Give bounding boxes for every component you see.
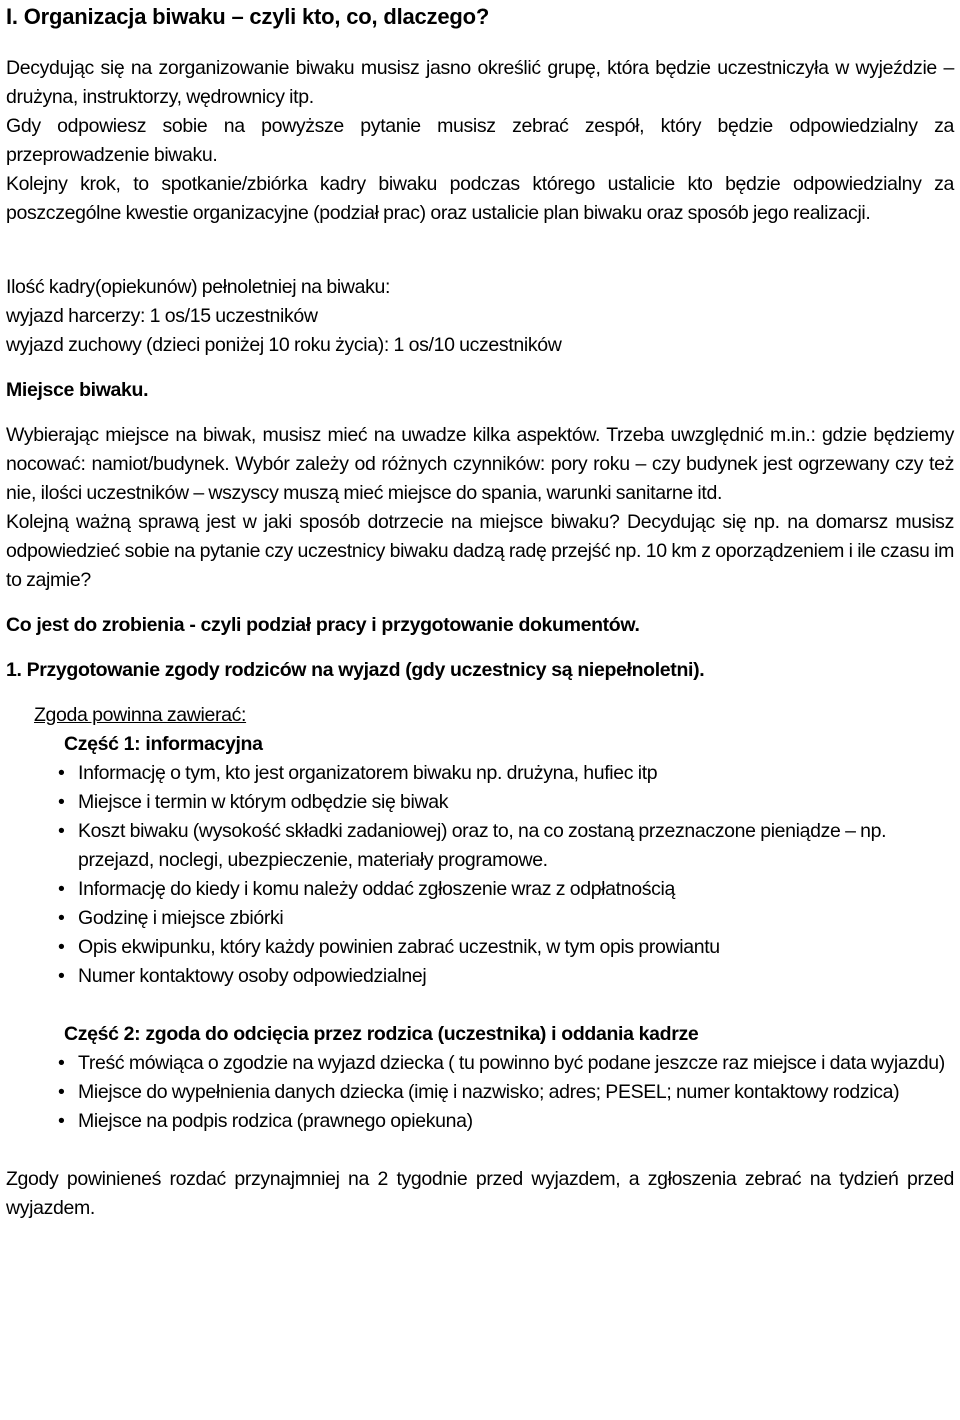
- list-item: • Miejsce do wypełnienia danych dziecka (imię i nazwisko; adres; PESEL; numer kontaktowy rodzica): [78, 1078, 954, 1107]
- list-item: • Opis ekwipunku, który każdy powinien zabrać uczestnik, w tym opis prowiantu: [78, 933, 954, 962]
- spacer: [6, 1136, 954, 1165]
- list-item: • Informację o tym, kto jest organizatorem biwaku np. drużyna, hufiec itp: [78, 759, 954, 788]
- list-item: • Godzinę i miejsce zbiórki: [78, 904, 954, 933]
- list-item: • Miejsce na podpis rodzica (prawnego opiekuna): [78, 1107, 954, 1136]
- part-1-heading: Część 1: informacyjna: [64, 733, 263, 755]
- bullet-icon: •: [58, 1081, 65, 1103]
- spacer: [6, 991, 954, 1020]
- intro-paragraph-2: Gdy odpowiesz sobie na powyższe pytanie musisz zebrać zespół, który będzie odpowiedzialny za przeprowadzenie biwaku.: [6, 115, 954, 166]
- todo-heading: Co jest do zrobienia - czyli podział pracy i przygotowanie dokumentów.: [6, 614, 640, 636]
- bullet-icon: •: [58, 907, 65, 929]
- spacer: [6, 228, 954, 257]
- bullet-icon: •: [58, 762, 65, 784]
- spacer: [6, 405, 954, 421]
- bullet-icon: •: [58, 965, 65, 987]
- closing-paragraph: Zgody powinieneś rozdać przynajmniej na 2 tygodnie przed wyjazdem, a zgłoszenia zebrać na tydzień przed wyjazdem.: [6, 1168, 954, 1219]
- list-item: • Treść mówiąca o zgodzie na wyjazd dziecka ( tu powinno być podane jeszcze raz miejsce i data wyjazdu): [78, 1049, 954, 1078]
- spacer: [6, 640, 954, 656]
- bullet-icon: •: [58, 1110, 65, 1132]
- consent-label: Zgoda powinna zawierać:: [34, 704, 247, 726]
- staff-label: Ilość kadry(opiekunów) pełnoletniej na biwaku:: [6, 276, 391, 298]
- place-heading: Miejsce biwaku.: [6, 379, 149, 401]
- staff-list: [6, 302, 954, 360]
- list-item: • Numer kontaktowy osoby odpowiedzialnej: [78, 962, 954, 991]
- bullet-icon: •: [58, 1052, 65, 1074]
- bullet-icon: •: [58, 936, 65, 958]
- spacer: [6, 685, 954, 701]
- document-title: I. Organizacja biwaku – czyli kto, co, dlaczego?: [6, 4, 490, 29]
- spacer: [6, 257, 954, 273]
- step-1-heading: 1. Przygotowanie zgody rodziców na wyjazd (gdy uczestnicy są niepełnoletni).: [6, 659, 705, 681]
- list-item: • Miejsce i termin w którym odbędzie się biwak: [78, 788, 954, 817]
- intro-paragraph-3: Kolejny krok, to spotkanie/zbiórka kadry biwaku podczas którego ustalicie kto będzie odpowiedzialny za poszczególne kwestie organizacyjne (podział prac) oraz ustalicie plan biwaku oraz sposób jego realizacji.: [6, 173, 954, 224]
- bullet-icon: •: [58, 791, 65, 813]
- list-item: • Koszt biwaku (wysokość składki zadaniowej) oraz to, na co zostaną przeznaczone pieniądze – np. przejazd, noclegi, ubezpieczenie, materiały programowe.: [78, 817, 954, 875]
- spacer: [6, 360, 954, 376]
- list-item: wyjazd harcerzy: 1 os/15 uczestników: [6, 305, 318, 327]
- intro-paragraph-1: Decydując się na zorganizowanie biwaku musisz jasno określić grupę, która będzie uczestniczyła w wyjeździe – drużyna, instruktorzy, wędrownicy itp.: [6, 57, 954, 108]
- part-2-list: [6, 1049, 954, 1136]
- place-paragraph-2: Kolejną ważną sprawą jest w jaki sposób dotrzecie na miejsce biwaku? Decydując się np. na domarsz musisz odpowiedzieć sobie na pytanie czy uczestnicy biwaku dadzą radę przejść np. 10 km z oporządzeniem i ile czasu im to zajmie?: [6, 511, 954, 591]
- part-2-heading: Część 2: zgoda do odcięcia przez rodzica (uczestnika) i oddania kadrze: [64, 1023, 699, 1045]
- part-1-list: [6, 759, 954, 991]
- list-item: wyjazd zuchowy (dzieci poniżej 10 roku życia): 1 os/10 uczestników: [6, 334, 562, 356]
- place-paragraph-1: Wybierając miejsce na biwak, musisz mieć na uwadze kilka aspektów. Trzeba uwzględnić m.in.: gdzie będziemy nocować: namiot/budynek. Wybór zależy od różnych czynników: pory roku – czy budynek jest ogrzewany czy też nie, ilości uczestników – wszyscy muszą mieć miejsce do spania, warunki sanitarne itd.: [6, 424, 954, 504]
- list-item: • Informację do kiedy i komu należy oddać zgłoszenie wraz z odpłatnością: [78, 875, 954, 904]
- bullet-icon: •: [58, 878, 65, 900]
- spacer: [6, 595, 954, 611]
- bullet-icon: •: [58, 820, 65, 842]
